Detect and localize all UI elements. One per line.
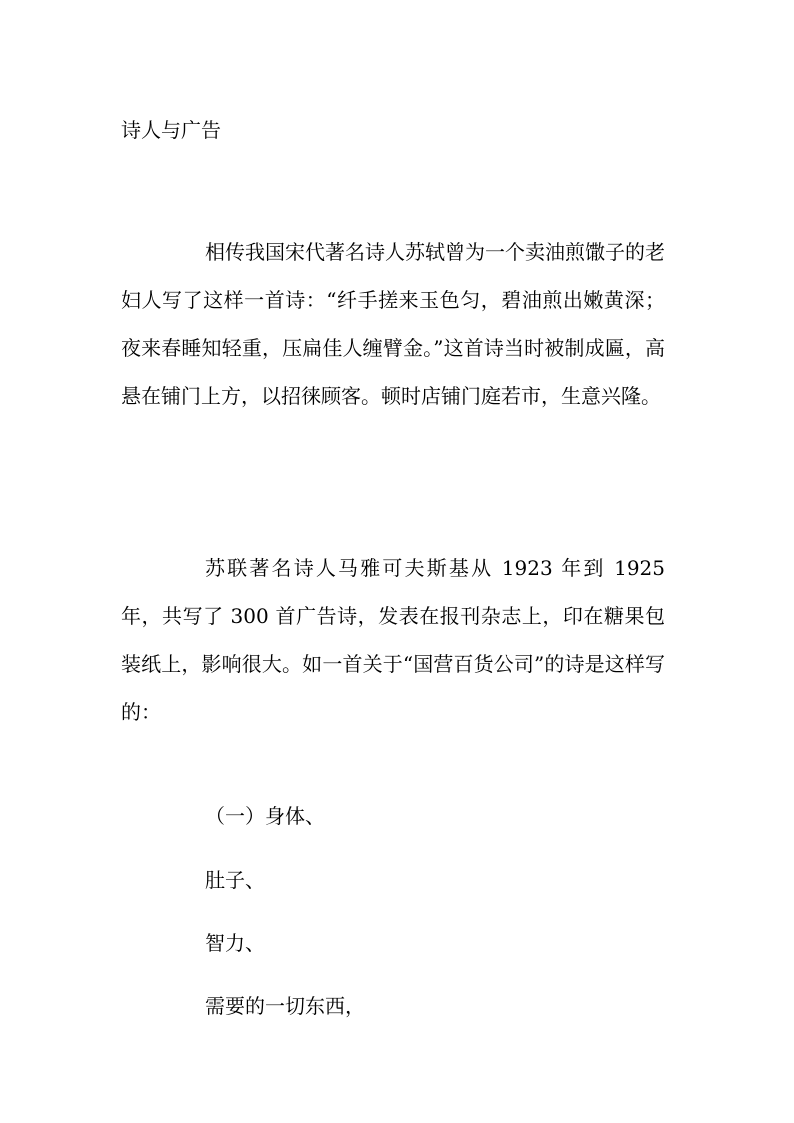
document-title: 诗人与广告 <box>121 118 221 142</box>
paragraph-mayakovsky: 苏联著名诗人马雅可夫斯基从 1923 年到 1925 年，共写了 300 首广告诗，发表在报刊杂志上，印在糖果包装纸上，影响很大。如一首关于“国营百货公司”的诗是这样写的： <box>121 556 665 724</box>
verse-line: 智力、 <box>205 931 265 955</box>
paragraph-su-shi: 相传我国宋代著名诗人苏轼曾为一个卖油煎馓子的老妇人写了这样一首诗：“纤手搓来玉色匀，碧油煎出嫩黄深；夜来春睡知轻重，压扁佳人缠臂金。”这首诗当时被制成匾，高悬在铺门上方，以招徕顾客。顿时店铺门庭若市，生意兴隆。 <box>121 240 665 408</box>
verse-line: 肚子、 <box>205 868 265 892</box>
verse-line: 需要的一切东西， <box>205 994 365 1018</box>
verse-line: （一）身体、 <box>205 804 325 828</box>
